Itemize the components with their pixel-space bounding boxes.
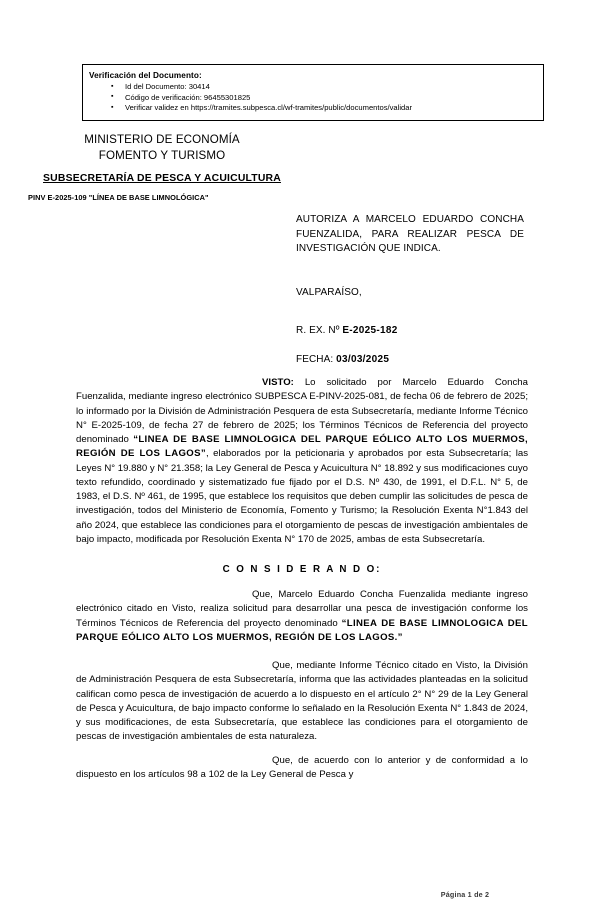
considerando-2-text: Que, mediante Informe Técnico citado en Visto, la División de Administración Pesquera de esta Subsecretaría, informa que las actividades planteadas en la solicitud califican como pesca de investigación de acuerdo a lo dispuesto en el artículo 2° N° 29 de la Ley General de Pesca y Acuicultura, de bajo impacto conforme lo señalado en la Resolución Exenta N° 1.843 de 2024, y sus modificaciones, de esta Subsecretaría, que establece las condiciones para el otorgamiento de pescas de investigación ambientales de esta naturaleza. [76,660,528,743]
date-value: 03/03/2025 [336,353,390,365]
document-header [28,132,296,202]
resolution-label: R. EX. Nº [296,324,343,336]
project-name-considerando-1: “LINEA DE BASE LIMNOLOGICA DEL PARQUE EÓLICO ALTO LOS MUERMOS, REGIÓN DE LOS LAGOS.” [76,617,528,643]
city-line: VALPARAÍSO, [296,286,362,298]
visto-text-part-2: , elaborados por la peticionaria y aprobados por esta Subsecretaría; las Leyes N° 19.880 y N° 21.358; la Ley General de Pesca y Acuicultura N° 18.892 y sus modificaciones cuyo texto refundido, coordinado y sistematizado fue fijado por el D.S. Nº 430, de 1991, el D.F.L. N° 5, de 1983, el D.S. Nº 461, de 1995, que establece los requisitos que deben cumplir las solicitudes de pesca de investigación, todos del Ministerio de Economía, Fomento y Turismo; la Resolución Exenta N°1.843 del año 2024, que establece las condiciones para el otorgamiento de pescas de investigación ambientales de bajo impacto, modificada por Resolución Exenta N° 170 de 2025, ambas de esta Subsecretaría. [76,448,528,545]
ministry-line-1: MINISTERIO DE ECONOMÍA [84,133,240,146]
paragraph-considerando-1 [76,588,528,645]
authorization-subject: AUTORIZA A MARCELO EDUARDO CONCHA FUENZALIDA, PARA REALIZAR PESCA DE INVESTIGACIÓN QUE INDICA. [296,214,524,255]
considerando-3-text: Que, de acuerdo con lo anterior y de conformidad a lo dispuesto en los artículos 98 a 102 de la Ley General de Pesca y [76,754,528,780]
paragraph-considerando-3 [76,754,528,783]
verification-item-code: ▪ Código de verificación: 96455301825 [89,93,537,104]
ministry-line-2: FOMENTO Y TURISMO [98,148,226,162]
spacer [76,575,528,588]
spacer [76,645,528,659]
document-body [76,376,528,782]
spacer [76,547,528,564]
subsecretaria-title: SUBSECRETARÍA DE PESCA Y ACUICULTURA [43,173,281,184]
pinv-reference: PINV E-2025-109 "LÍNEA DE BASE LIMNOLÓGICA" [28,193,209,202]
page-number: Página 1 de 2 [440,890,490,899]
project-name-visto: “LINEA DE BASE LIMNOLOGICA DEL PARQUE EÓLICO ALTO LOS MUERMOS, REGIÓN DE LOS LAGOS” [76,434,528,460]
paragraph-considerando-2 [76,659,528,745]
resolution-number-line [296,325,524,336]
visto-label: VISTO: [262,377,294,388]
resolution-header-column [296,213,524,365]
considerando-heading: C O N S I D E R A N D O: [222,564,382,575]
verification-title: Verificación del Documento: [89,71,202,80]
considerando-1-text: Que, Marcelo Eduardo Concha Fuenzalida mediante ingreso electrónico citado en Visto, realiza solicitud para desarrollar una pesca de investigación conforme los Términos Técnicos de Referencia del proyecto denominado [76,589,528,629]
verification-item-url: ▪ Verificar validez en https://tramites.subpesca.cl/wf-tramites/public/documentos/validar [89,103,537,114]
verification-item-id: ▪ Id del Documento: 30414 [89,82,537,93]
resolution-date-line [296,354,524,365]
resolution-number: E-2025-182 [342,324,398,336]
paragraph-visto [76,376,528,547]
verification-list [89,82,537,114]
page-footer [0,884,600,902]
document-verification-box [82,64,544,121]
spacer [76,745,528,754]
date-label: FECHA: [296,353,337,365]
visto-text-part-1: Lo solicitado por Marcelo Eduardo Concha Fuenzalida, mediante ingreso electrónico SUBPESCA E-PINV-2025-081, de fecha 06 de febrero de 2025; lo informado por la División de Administración Pesquera de esta Subsecretaría, mediante Informe Técnico N° E-2025-109, de fecha 27 de febrero de 2025; los Términos Técnicos de Referencia del proyecto denominado [76,377,528,445]
